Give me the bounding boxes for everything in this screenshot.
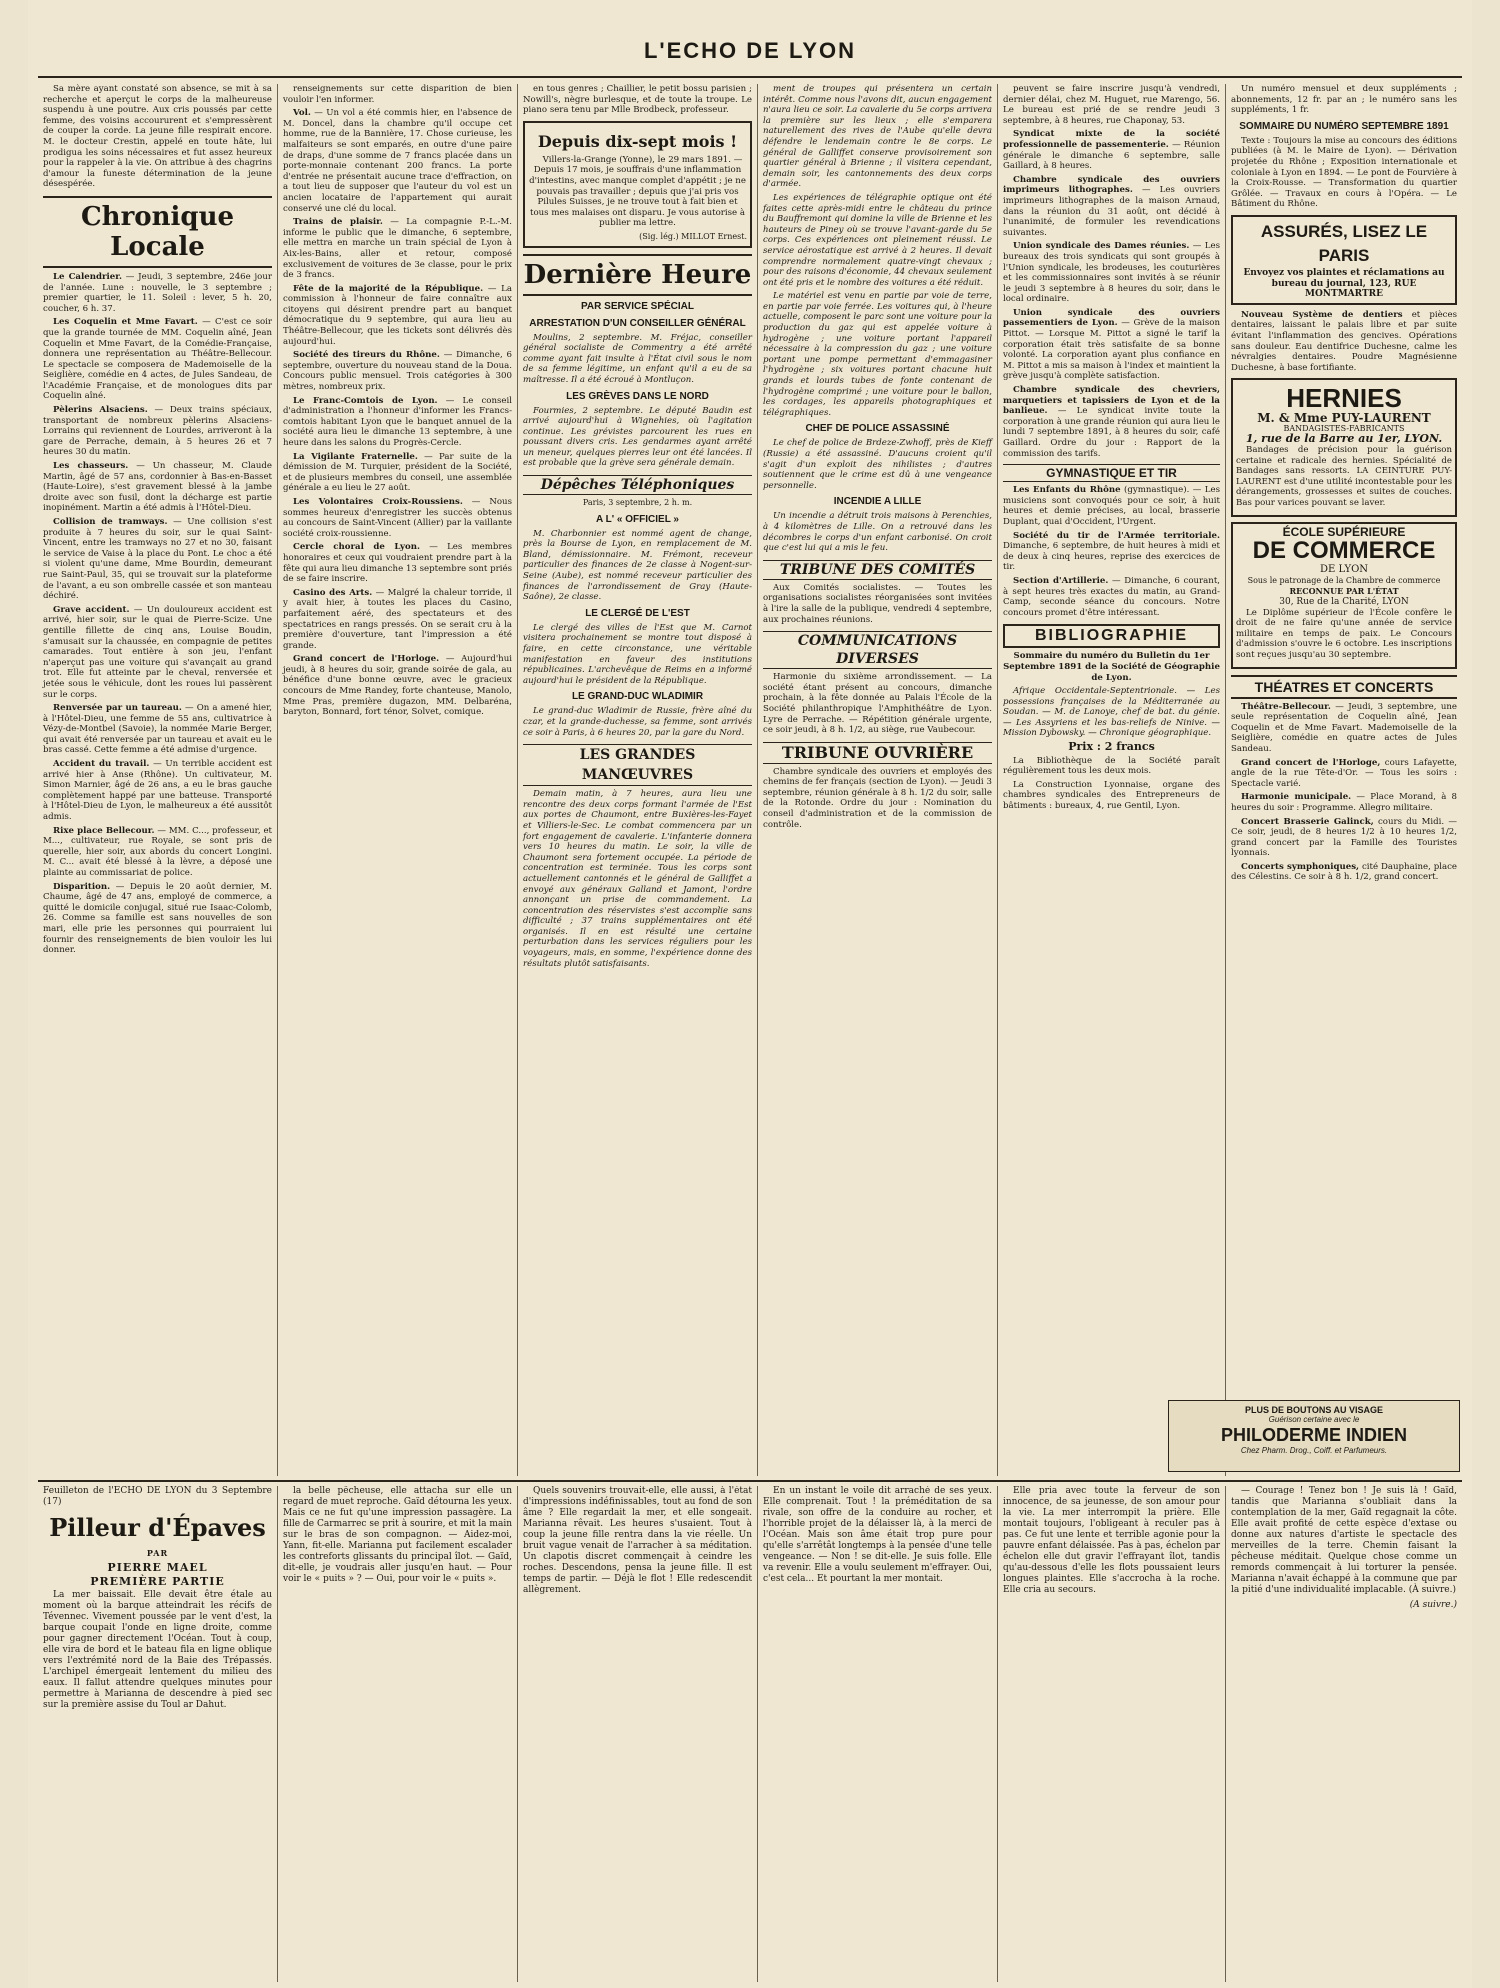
article-text: cité Dauphaine, place des Célestins. Ce soir à 8 h. 1/2, grand concert. — [1231, 861, 1457, 883]
news-text: Le matériel est venu en partie par voie de terre, en partie par voie ferrée. Les voitures qui, à l'heure actuelle, composent le parc sont une voiture pour la production du gaz qui est appelée voiture à hydrogène ; une voiture portant l'appareil nécessaire à la compression du gaz ; une voiture portant une pompe permettant d'emmagasiner l'hydrogène ; six voitures portant chacune huit grands et lourds tubes de fonte contenant de l'hydrogène comprimé ; une voiture pour le ballon, les cordages, les appareils photographiques et télégraphiques. — [763, 291, 992, 418]
article-lead: Le Franc-Comtois de Lyon. — [293, 395, 438, 406]
pilules-ad — [523, 121, 752, 248]
article-lead: Société des tireurs du Rhône. — [293, 350, 440, 361]
school-recognition: RECONNUE PAR L'ÉTAT — [1289, 586, 1399, 597]
ad-heading: Depuis dix-sept mois ! — [537, 131, 738, 151]
philoderme-ad — [1168, 1400, 1460, 1472]
derniere-heure-heading: Dernière Heure — [523, 254, 752, 296]
biblio-price: Prix : 2 francs — [1068, 740, 1155, 754]
section-text: Chambre syndicale des ouvriers et employés des chemins de fer français (section de Lyon). — Jeudi 3 septembre, réunion générale à 8 h. 1/2 du soir, salle de la Rotonde. Ordre du jour : Nomination du conseil d'administration et de la commission de contrôle. — [763, 766, 992, 830]
top-rule — [38, 76, 1462, 78]
feuilleton-column-4 — [758, 1486, 998, 1982]
tribune-comites-heading: TRIBUNE DES COMITÉS — [763, 560, 992, 580]
article-text: — Grève de la maison Pittot. — Lorsque M. Pittot a signé le tarif la corporation était très satisfaite de sa bonne volonté. La corporation ayant plus confiance en M. Pittot a mis sa maison à l'index et maintient la grève jusqu'à complète satisfaction. — [1003, 318, 1221, 382]
section-text: Aux Comités socialistes. — Toutes les organisations socialistes réorganisées sont invitées à l'ire la salle de la publique, vendredi 4 septembre, aux prochaines réunions. — [763, 582, 992, 625]
article-lead: Chambre syndicale des ouvriers imprimeurs lithographes. — [1003, 174, 1220, 196]
news-text: Un incendie a détruit trois maisons à Perenchies, à 4 kilomètres de Lille. On a retrouvé dans les décombres le corps d'un enfant carbonisé. On croit que c'est lui qui a mis le feu. — [763, 511, 992, 554]
article-item — [283, 217, 512, 281]
sommaire-heading: SOMMAIRE DU NUMÉRO SEPTEMBRE 1891 — [1239, 120, 1449, 132]
feuilleton-text: La mer baissait. Elle devait être étale au moment où la barque atteindrait les récifs de Tévennec. Vivement poussée par le vent d'est, la barque coupait l'onde en ligne droite, comme pour gagner directement l'Océan. Tout à coup, elle vira de bord et le bateau fila en ligne oblique vers l'extrémité nord de la Baie des Trépassés. L'archipel émergeait lentement du milieu des eaux. Il fallut attendre quelques minutes pour permettre à Marianna de descendre à pied sec sur la première assise du Toul ar Dahut. — [43, 1590, 272, 1710]
depeches-date: Paris, 3 septembre, 2 h. m. — [582, 498, 693, 508]
article-item — [1231, 817, 1457, 859]
article-lead: Les Coquelin et Mme Favart. — [53, 317, 198, 328]
article-text: — Un douloureux accident est arrivé, hier soir, sur le quai de Pierre-Scize. Une gentille fillette de cinq ans, Louise Boudin, s'amusait sur la chaussée, en compagnie de petites camarades. Tout entière à son jeu, l'enfant n'aperçut pas une voiture qui s'avançait au grand trot. Elle fut atteinte par le cheval, renversée et jetée sous le véhicule, dont les roues lui passèrent sur le corps. — [43, 604, 273, 700]
article-text: — Un chasseur, M. Claude Martin, âgé de 57 ans, cordonnier à Bas-en-Basset (Haute-Loire), s'est gravement blessé à la jambe droite avec son fusil, dont la décharge est partie inopinément. Martin a été admis à l'Hôtel-Dieu. — [43, 461, 272, 514]
article-text: — Le conseil d'administration a l'honneur d'informer les Francs-comtois habitant Lyon que le banquet annuel de la société aura lieu le dimanche 13 septembre, à une heure dans les salons du Progrès-Cercle. — [283, 395, 512, 448]
article-text: — Un vol a été commis hier, en l'absence de M. Doncel, dans la chambre qu'il occupe cet homme, rue de la Bannière, 17. Chose curieuse, les malfaiteurs se sont emparés, en outre d'une paire de draps, d'une somme de 7 francs placée dans un porte-monnaie contenant 200 francs. La porte d'entrée ne présentait aucune trace d'effraction, on a tout lieu de supposer que l'auteur du vol est un ancien locataire de l'appartement qui aurait conservé une clé du local. — [283, 108, 513, 214]
manoeuvres-heading: LES GRANDES MANŒUVRES — [523, 744, 752, 786]
feuilleton-header-text: Feuilleton de l'ECHO DE LYON du 3 Septembre — [43, 1486, 272, 1496]
ad-address: 1, rue de la Barre au 1er, LYON. — [1245, 432, 1443, 446]
feuilleton-column-5 — [998, 1486, 1226, 1982]
feuilleton-column-3 — [518, 1486, 758, 1982]
feuilleton-text: la belle pêcheuse, elle attacha sur elle un regard de muet reproche. Gaïd détourna les yeux. Mais ce ne fut qu'une impression passagère. La fille de Carmarrec se prit à sourire, et mit la main sur le bras de son compagnon. — Aidez-moi, Yann, fit-elle. Marianna put facilement escalader les contreforts glissants du principal îlot. — Gaïd, dit-elle, je voudrais aller jusqu'en haut. — Pour voir le « puits » ? — Oui, pour voir le « puits ». — [283, 1486, 512, 1584]
article-text: — Place Morand, à 8 heures du soir : Programme. Allegro militaire. — [1231, 792, 1458, 813]
article-item — [283, 588, 512, 652]
article-text: — MM. C..., professeur, et M..., cultivateur, rue Royale, se sont pris de querelle, hier soir, aux abords du concert Longini. M. C... avait été blessé à la lèvre, a déposé une plainte au commissariat de police. — [43, 825, 272, 878]
article-item — [1003, 385, 1220, 459]
article-text: — Le syndicat invite toute la corporation à une grande réunion qui aura lieu le lundi 7 septembre 1891, à 8 heures du soir, café Gaillard. Ordre du jour : Rapport de la commission des tarifs. — [1003, 406, 1221, 459]
article-lead: Union syndicale des Dames réunies. — [1013, 241, 1190, 252]
ad-subheading: M. & Mme PUY-LAURENT — [1257, 411, 1431, 426]
article-item — [43, 759, 272, 823]
intro-text: Un numéro mensuel et deux suppléments ; abonnements, 12 fr. par an ; le numéro sans les suppléments, 1 fr. — [1231, 84, 1457, 116]
article-item — [283, 396, 512, 449]
depeches-heading: Dépêches Téléphoniques — [523, 475, 752, 495]
article-lead: Concert Brasserie Galinck, — [1241, 816, 1374, 827]
ad-line: Guérison certaine avec le — [1268, 1415, 1360, 1424]
tribune-ouvriere-heading: TRIBUNE OUVRIÈRE — [763, 742, 992, 764]
ad-line: Chez Pharm. Drog., Coiff. et Parfumeurs. — [1240, 1446, 1388, 1455]
article-text: — Par suite de la démission de M. Turquier, président de la Société, et de plusieurs membres du conseil, une assemblée générale a eu lieu le 27 août. — [283, 451, 513, 494]
news-text: Le clergé des villes de l'Est que M. Carnot visitera prochainement se montre tout disposé à faire, en cette circonstance, une véritable manifestation en faveur des institutions républicaines. L'archevêque de Reims en a informé aujourd'hui le président de la République. — [523, 622, 752, 686]
article-lead: Grand concert de l'Horloge. — [293, 654, 440, 665]
feuilleton-author: PIERRE MAEL — [107, 1561, 208, 1574]
article-item — [283, 284, 512, 348]
school-city: DE LYON — [1319, 564, 1369, 576]
article-text: — Dimanche, 6 septembre, ouverture du nouveau stand de la Doua. Concours public mensuel. Trois catégories à 300 mètres, nombreux prix. — [283, 350, 512, 393]
article-item — [283, 84, 512, 105]
ad-text: Villers-la-Grange (Yonne), le 29 mars 1891. — Depuis 17 mois, je souffrais d'une inflammation d'intestins, avec manque complet d'appétit ; je ne pouvais pas travailler ; depuis que j'ai pris vos Pilules Suisses, je ne trouve tout à fait bien et tous mes malaises ont disparu. Je vous autorise à publier ma lettre. — [529, 154, 746, 229]
news-title: INCENDIE A LILLE — [833, 496, 922, 508]
article-item — [1003, 129, 1220, 171]
article-lead: Les Volontaires Croix-Roussiens. — [293, 496, 463, 507]
article-lead: Chambre syndicale des chevriers, marquetiers et tapissiers de Lyon et de la banlieue. — [1003, 385, 1220, 417]
feuilleton-number: (17) — [43, 1497, 62, 1507]
ad-heading: ASSURÉS, LISEZ LE PARIS — [1260, 221, 1428, 265]
article-lead: La Vigilante Fraternelle. — [293, 451, 418, 462]
intro-text: Sa mère ayant constaté son absence, se mit à sa recherche et aperçut le corps de la malheureuse suspendu à une poutre. Aux cris poussés par cette femme, des voisins accoururent et s'empressèrent de couper la corde. La jeune fille respirait encore. M. le docteur Crestin, appelé en toute hâte, lui prodigua les soins nécessaires et fut assez heureux pour la rappeler à la vie. On attribue à des chagrins d'amour la funeste détermination de la jeune désespérée. — [43, 84, 272, 190]
news-text: ment de troupes qui présentera un certain intérêt. Comme nous l'avons dit, aucun engagement n'aura lieu ce soir. La cavalerie du 5e corps arrivera la première sur les lieux ; elle s'emparera naturellement des rives de l'Aube qu'elle devra défendre le lendemain contre le 8e corps. Le général de Galliffet conserve provisoirement son quartier général à Brienne ; il visitera cependant, demain soir, les cantonnements des deux corps d'armée. — [763, 84, 992, 190]
intro-text: en tous genres ; Chaillier, le petit bossu parisien ; Nowill's, nègre burlesque, et de toute la troupe. Le piano sera tenu par Mlle Brodbeck, professeur. — [523, 84, 752, 116]
article-text: — Nous sommes heureux d'enregistrer les succès obtenus au concours de Saint-Vincent (Allier) par la vaillante société croix-roussienne. — [283, 496, 512, 539]
article-item — [43, 605, 272, 700]
article-lead: Grand concert de l'Horloge, — [1241, 757, 1381, 768]
news-title: LE CLERGÉ DE L'EST — [585, 607, 690, 619]
ad-text: et pièces dentaires, laissant le palais libre et par suite évitant l'inflammation des gencives. Opérations sans douleur. Eau dentifrice Duchesne, calme les névralgies dentaires. Poudre Magnésienne Duchesne, à base fortifiante. — [1231, 309, 1457, 373]
article-text: — C'est ce soir que la grande tournée de MM. Coquelin aîné, Jean Coquelin et Mme Favart, de la Comédie-Française, donnera une représentation au Théâtre-Bellecour. Le spectacle se composera de Mademoiselle de la Seiglière, comédie en 4 actes, de Jules Sandeau, de l'Académie Française, et de monologues dits par Coquelin aîné. — [43, 317, 273, 402]
article-item — [283, 350, 512, 392]
article-item — [43, 317, 272, 402]
column-6 — [1226, 84, 1462, 1476]
column-1 — [38, 84, 278, 1476]
ad-heading: HERNIES — [1286, 383, 1402, 414]
bibliographie-heading: BIBLIOGRAPHIE — [1003, 624, 1220, 648]
construction-text: La Construction Lyonnaise, organe des chambres syndicales des Entrepreneurs de bâtiments : bureaux, 4, rue Gentil, Lyon. — [1003, 779, 1220, 812]
article-text: — Deux trains spéciaux, transportant de nombreux pèlerins Alsaciens-Lorrains qui reviennent de Lourdes, arriveront à la gare de Perrache, demain, à 5 heures 26 et 7 heures 30 du matin. — [43, 405, 273, 458]
hernies-ad — [1231, 378, 1457, 516]
chronique-heading: Chronique Locale — [43, 196, 272, 268]
section-text: Harmonie du sixième arrondissement. — La société étant présent au concours, dimanche prochain, à la fête donnée au Palais l'École de la Société philanthropique l'Amphithéâtre de Lyon. Lyre de Perrache. — Répétition générale urgente, ce soir jeudi, à 8 h. 1/2, au siège, rue Vaubecour. — [763, 672, 992, 736]
gymnastique-heading: GYMNASTIQUE ET TIR — [1003, 464, 1220, 482]
feuilleton-text: En un instant le voile dit arraché de ses yeux. Elle comprenait. Tout ! la préméditation de sa rivale, son offre de la conduire au rocher, et l'horrible projet de la délaisser là, à la merci de l'Océan. Mais son âme était trop pure pour qu'elle s'arrêtât longtemps à la pensée d'une telle vengeance. — Non ! se dit-elle. Je suis folle. Elle va revenir. Elle a voulu seulement m'effrayer. Oui, c'est cela... Et pourtant la mer montait. — [763, 1486, 992, 1584]
ad-text: Envoyez vos plaintes et réclamations au bureau du journal, 123, RUE MONTMARTRE — [1243, 267, 1445, 300]
feuilleton-text: Quels souvenirs trouvait-elle, elle aussi, à l'état d'impressions indéfinissables, tout au fond de son âme ? Elle regardait la mer, et elle songeait. Marianna rêvait. Les heures s'usaient. Tout à coup la jeune fille rentra dans la vie réelle. Un bruit vague venait de l'arracher à sa méditation. Un clapotis discret commençait à ceindre les roches. Descendons, pensa la jeune fille. Il est temps de partir. — Déjà le flot ! Elle redescendit allègrement. — [523, 1486, 752, 1595]
article-text: — Réunion générale le dimanche 6 septembre, salle Gaillard, à 8 heures. — [1003, 139, 1220, 172]
article-text: — Aujourd'hui jeudi, à 8 heures du soir, grande soirée de gala, au bénéfice d'une bonne œuvre, avec le gracieux concours de Mme Randey, forte chanteuse, Manolo, Mme Pras, première dugazon, MM. Delbaréna, baryton, Bonnard, fort ténor, Solvet, comique. — [283, 654, 513, 718]
article-item — [43, 826, 272, 879]
article-item — [43, 405, 272, 458]
article-text: — Les membres honoraires et ceux qui voudraient prendre part à la fête qui aura lieu dimanche 13 septembre sont priés de se faire inscrire. — [283, 542, 513, 585]
derniere-heure-subheading: PAR SERVICE SPÉCIAL — [581, 300, 694, 312]
article-lead: Théâtre-Bellecour. — [1241, 701, 1331, 712]
article-item — [283, 542, 512, 584]
article-item — [283, 108, 512, 214]
feuilleton-column-1 — [38, 1486, 278, 1982]
article-item — [1003, 308, 1220, 382]
article-lead: Les chasseurs. — [53, 461, 129, 472]
school-patronage: Sous le patronage de la Chambre de commerce — [1247, 575, 1441, 585]
feuilleton-text: Elle pria avec toute la ferveur de son innocence, de sa jeunesse, de son amour pour la vie. La mer interrompit la prière. Elle montait toujours, l'obligeant à reculer pas à pas. Ce fut une lente et terrible agonie pour la pauvre enfant délaissée. Pas à pas, échelon par échelon elle dut gravir l'effrayant îlot, tandis qu'au-dessous d'elle les flots poussaient leurs longues plaintes. Elle s'accrocha à la roche. Elle cria au secours. — [1003, 1486, 1220, 1595]
article-item — [43, 882, 272, 956]
article-item — [1231, 702, 1457, 755]
news-title: CHEF DE POLICE ASSASSINÉ — [805, 423, 950, 435]
school-name: DE COMMERCE — [1252, 537, 1436, 565]
news-text: Le chef de police de Brdeze-Zwhoff, près de Kieff (Russie) a été assassiné. D'aucuns croient qu'il s'agit d'un exploit des nihilistes ; d'autres soutiennent que le crime est dû à une vengeance personnelle. — [763, 438, 992, 491]
article-lead: Disparition. — [53, 881, 111, 892]
ad-small: BANDAGISTES-FABRICANTS — [1283, 423, 1405, 433]
article-text: — Jeudi, 3 septembre, une seule représentation de Coquelin aîné, Jean Coquelin et de Mme Favart. Mademoiselle de la Seiglière, comédie en quatre actes de Jules Sandeau. — [1231, 701, 1458, 754]
ad-text: Le Diplôme supérieur de l'École confère le droit de ne faire qu'une année de service militaire en temps de paix. Le Concours d'admission s'ouvre le 6 octobre. Les inscriptions sont reçues jusqu'au 30 septembre. — [1236, 607, 1452, 660]
article-lead: Vol. — [293, 108, 311, 119]
column-3 — [518, 84, 758, 1476]
article-text: — Dimanche, 6 courant, à sept heures très exactes du matin, au Grand-Camp, seconde séance du concours. Notre concours promet d'être intéressant. — [1003, 575, 1220, 618]
news-title: LE GRAND-DUC WLADIMIR — [571, 691, 704, 703]
article-lead: Rixe place Bellecour. — [53, 825, 155, 836]
ad-signature: (Sig. lég.) MILLOT Ernest. — [639, 231, 747, 241]
feuilleton-par: PAR — [146, 1548, 169, 1558]
article-lead: Accident du travail. — [53, 759, 150, 770]
article-text: — La commission à l'honneur de faire connaître aux citoyens qui désirent prendre part au banquet démocratique du 9 septembre, qui aura lieu au Théâtre-Bellecour, que les tickets sont délivrés dès aujourd'hui. — [283, 283, 513, 347]
article-lead: Harmonie municipale. — [1241, 792, 1352, 803]
article-text: cours du Midi. — Ce soir, jeudi, de 8 heures 1/2 à 10 heures 1/2, grand concert par la Famille des Touristes lyonnais. — [1231, 816, 1457, 859]
article-item — [1231, 862, 1457, 883]
article-lead: Grave accident. — [53, 604, 130, 615]
article-lead: Société du tir de l'Armée territoriale. — [1013, 530, 1220, 541]
feuilleton-text: — Courage ! Tenez bon ! Je suis là ! Gaïd, tandis que Marianna s'oubliait dans la contemplation de la mer, Gaïd regagnait la côte. Elle avait profité de cette espèce d'extase ou donne aux natures d'artiste le spectacle des merveilles de la terre. Chemin faisant la pêcheuse méditait. Quelque chose comme un remords commençait à lui torturer la pensée. Marianna n'avait échappé à la commune que par la pitié d'une individualité implacable. (À suivre.) — [1231, 1486, 1457, 1595]
article-text: — On a amené hier, à l'Hôtel-Dieu, une femme de 55 ans, cultivatrice à Vézy-de-Montbel (Savoie), la nommée Marie Berger, qui avait été renversée par un taureau et avait eu le bras cassé. Cette femme a été admise d'urgence. — [43, 703, 272, 756]
article-item — [43, 461, 272, 514]
article-text: — Une collision s'est produite à 7 heures du soir, sur le quai Saint-Vincent, entre les tramways no 27 et no 30, faisant le service de Vaise à la place du Pont. Le choc a été si violent qu'une dame, Mme Bourdin, demeurant rue Saint-Paul, 35, qui se trouvait sur la plateforme de l'avant, a eu son ombrelle cassée et son manteau déchiré. — [43, 517, 272, 602]
article-item — [43, 703, 272, 756]
article-item — [43, 272, 272, 314]
article-lead: Trains de plaisir. — [293, 217, 383, 228]
column-5 — [998, 84, 1226, 1476]
article-item — [43, 517, 272, 602]
communications-heading: COMMUNICATIONS DIVERSES — [763, 631, 992, 669]
sommaire-text: Texte : Toujours la mise au concours des éditions publiées (à M. le Maire de Lyon). — Dérivation projetée du Rhône ; Exposition internationale et coloniale à Lyon en 1894. — Le pont de Fourvière à la Croix-Rousse. — Transformation du quartier Grôlée. — Travaux en cours à l'Opéra. — Le Bâtiment du Rhône. — [1231, 135, 1457, 210]
article-item — [283, 654, 512, 718]
news-text: Le grand-duc Wladimir de Russie, frère aîné du czar, et la grande-duchesse, sa femme, sont arrivés ce soir à Paris, à 6 heures 20, par la gare du Nord. — [523, 706, 752, 738]
article-text: — Les ouvriers imprimeurs lithographes de la maison Arnaud, dans la réunion du 31 août, ont décidé à l'unanimité, de formuler les revendications suivantes. — [1003, 185, 1220, 238]
article-item — [1003, 576, 1220, 618]
article-lead: Le Calendrier. — [53, 271, 122, 282]
assures-ad — [1231, 215, 1457, 305]
article-text: — Jeudi, 3 septembre, 246e jour de l'année. Lune : nouvelle, le 3 septembre ; premier quartier, le 11. Soleil : lever, 5 h. 20, coucher, 6 h. 37. — [43, 271, 272, 314]
article-text: cours Lafayette, angle de la rue Tête-d'Or. — Tous les soirs : Spectacle varié. — [1231, 757, 1458, 789]
ecole-commerce-ad — [1231, 522, 1457, 669]
article-lead: Fête de la majorité de la République. — [293, 283, 484, 294]
article-lead: Renversée par un taureau. — [53, 703, 182, 714]
column-4 — [758, 84, 998, 1476]
news-text: Les expériences de télégraphie optique ont été faites cette après-midi entre le château du prince du Bauffremont qui domine la ville de Brienne et les hauteurs de Piney où se trouve l'avant-garde du 5e corps. Ces expériences ont pleinement réussi. Le service aérostatique est arrivé à 2 heures. Il devait comprendre normalement quatre-vingt chevaux ; pour des raisons d'économie, 44 chevaux seulement ont été pris et le nombre des voitures a été réduit. — [763, 192, 992, 288]
article-text: Dimanche, 6 septembre, de huit heures à midi et de deux à cinq heures, reprise des exercices de tir. — [1003, 541, 1220, 573]
theatres-heading: THÉATRES ET CONCERTS — [1231, 675, 1457, 699]
article-lead: Pèlerins Alsaciens. — [53, 405, 148, 416]
to-follow: (A suivre.) — [1409, 1600, 1457, 1610]
newspaper-page — [28, 0, 1472, 1988]
chronique-items — [43, 272, 272, 956]
news-title: A L' « OFFICIEL » — [596, 513, 679, 525]
ad-lead: Nouveau Système de dentiers — [1241, 309, 1403, 320]
article-text: — Les bureaux des trois syndicats qui sont groupés à l'Union syndicale, les brodeuses, les couturières et les commissionnaires sont invités à se réunir le jeudi 3 septembre à 8 heures du soir, dans le local ordinaire. — [1003, 241, 1220, 305]
article-item — [283, 452, 512, 494]
article-lead: Union syndicale des ouvriers passementiers de Lyon. — [1003, 307, 1220, 329]
article-lead: Syndicat mixte de la société professionnelle de passementerie. — [1003, 129, 1220, 150]
article-text: — La compagnie P.-L.-M. informe le public que le dimanche, 6 septembre, elle mettra en marche un train spécial de Lyon à Aix-les-Bains, aller et retour, composé exclusivement de voitures de 3e classe, pour le prix de 3 francs. — [283, 217, 512, 281]
section-text: peuvent se faire inscrire jusqu'à vendredi, dernier délai, chez M. Huguet, rue Marengo, 56. Le bureau est prié de se rendre jeudi 3 septembre, à 8 heures, rue Chaponay, 53. — [1003, 84, 1220, 126]
news-text: Moulins, 2 septembre. M. Fréjac, conseiller général socialiste de Commentry a été arrêté comme ayant fait insulte à l'État civil sous le nom de sa femme légitime, un enfant qu'il a eu de sa maîtresse. Il a été écroué à Montluçon. — [523, 332, 752, 385]
article-text: renseignements sur cette disparition de bien vouloir l'en informer. — [283, 84, 512, 105]
ad-text: Bandages de précision pour la guérison certaine et radicale des hernies. Spécialité de Bandages sans ressorts. LA CEINTURE PUY-LAURENT est d'une utilité incontestable pour les dérangements, grossesses et suites de couches. Bas pour varices pouvant se laver. — [1236, 445, 1452, 509]
ad-line: PLUS DE BOUTONS AU VISAGE — [1244, 1405, 1384, 1415]
feuilleton-title: Pilleur d'Épaves — [49, 1513, 266, 1542]
biblio-note: La Bibliothèque de la Société paraît régulièrement tous les deux mois. — [1003, 755, 1220, 777]
article-text: (gymnastique). — Les musiciens sont convoqués pour ce soir, à huit heures et demie précises, au local, brasserie Duplant, quai d'Occident, l'Urgent. — [1003, 485, 1220, 527]
article-item — [283, 497, 512, 539]
feuilleton-header — [43, 1486, 272, 1508]
feuilleton-rule — [38, 1480, 1462, 1482]
article-lead: Collision de tramways. — [53, 517, 168, 527]
article-lead: Cercle choral de Lyon. — [293, 542, 421, 553]
article-text: — Un terrible accident est arrivé hier à Anse (Rhône). Un cultivateur, M. Simon Marnier, âgé de 26 ans, a eu le bras gauche complètement happé par une batteuse. Transporté à l'Hôtel-Dieu de Lyon, le malheureux a été aussitôt admis. — [43, 759, 272, 823]
article-item — [1003, 485, 1220, 527]
school-small: ÉCOLE SUPÉRIEURE — [1282, 524, 1406, 539]
article-item — [1231, 758, 1457, 790]
article-text: — Depuis le 20 août dernier, M. Chaume, âgé de 47 ans, employé de commerce, a quitté le domicile conjugal, situé rue Isaac-Colomb, 26. Comme sa famille est sans nouvelles de son mari, elle prie les personnes qui pourraient lui fournir des renseignements de bien vouloir les lui donner. — [43, 881, 273, 956]
article-item — [1231, 792, 1457, 813]
masthead: L'ECHO DE LYON — [643, 38, 857, 63]
news-title: LES GRÈVES DANS LE NORD — [566, 390, 709, 402]
manoeuvres-text: Demain matin, à 7 heures, aura lieu une rencontre des deux corps formant l'armée de l'Est aux portes de Chaumont, entre Buxières-les-Fayet et Villiers-le-Sec. Le combat commencera par un fort engagement de cavalerie. L'infanterie donnera vers 10 heures du matin. Le soir, la ville de Chaumont sera fortement occupée. La période de concentration est terminée. Tous les corps sont actuellement cantonnés et le général de Galliffet a envoyé aux généraux Galland et Jamont, l'ordre annonçant un prise de commandement. La concentration des réservistes s'est accomplie sans difficulté ; 37 trains supplémentaires ont été organisés. Il en est résulté une certaine perturbation dans les services réguliers pour les voyageurs, mais, en somme, l'expérience donne des résultats plutôt satisfaisants. — [523, 789, 752, 969]
article-lead: Concerts symphoniques, — [1241, 861, 1360, 872]
ad-heading: PHILODERME INDIEN — [1220, 1425, 1407, 1445]
feuilleton-part: PREMIÈRE PARTIE — [90, 1575, 225, 1588]
feuilleton-column-6 — [1226, 1486, 1462, 1982]
biblio-title: Sommaire du numéro du Bulletin du 1er Septembre 1891 de la Société de Géographie de Lyon. — [1003, 651, 1220, 683]
school-address: 30, Rue de la Charité, LYON — [1279, 597, 1409, 607]
news-title: ARRESTATION D'UN CONSEILLER GÉNÉRAL — [529, 317, 746, 329]
column-2 — [278, 84, 518, 1476]
article-item — [1003, 241, 1220, 305]
news-text: M. Charbonnier est nommé agent de change, près la Bourse de Lyon, en remplacement de M. Bland, démissionnaire. M. Frémont, receveur particulier des finances de 2e classe à Nogent-sur-Seine (Aube), est nommé receveur particulier des finances de l'arrondissement de Gray (Haute-Saône), 2e classe. — [523, 528, 752, 603]
biblio-text: Afrique Occidentale-Septentrionale. — Les possessions françaises de la Méditerranée au Soudan. — M. de Lanoye, chef de bat. du génie. — Les Assyriens et les bas-reliefs de Ninive. — Mission Dybowsky. — Chronique géographique. — [1003, 686, 1220, 739]
feuilleton-column-2 — [278, 1486, 518, 1982]
dentiers-ad — [1231, 310, 1457, 374]
article-lead: Les Enfants du Rhône — [1013, 485, 1121, 496]
news-text: Fourmies, 2 septembre. Le député Baudin est arrivé aujourd'hui à Wignehies, où l'agitation continue. Les grévistes parcourent les rues en poussant divers cris. Les gendarmes ayant arrêté un meneur, quelques pierres leur ont été lancées. Il est probable que la grève sera générale demain. — [523, 405, 752, 469]
article-lead: Casino des Arts. — [293, 587, 373, 598]
article-item — [1003, 531, 1220, 573]
article-text: — Malgré la chaleur torride, il y avait hier, à toutes les places du Casino, parfaitement aéré, des spectateurs et des spectatrices en rangs pressés. On se serait cru à la première d'ouverture, tant l'impression a été grande. — [283, 587, 512, 651]
article-lead: Section d'Artillerie. — [1013, 575, 1109, 586]
article-item — [1003, 175, 1220, 239]
